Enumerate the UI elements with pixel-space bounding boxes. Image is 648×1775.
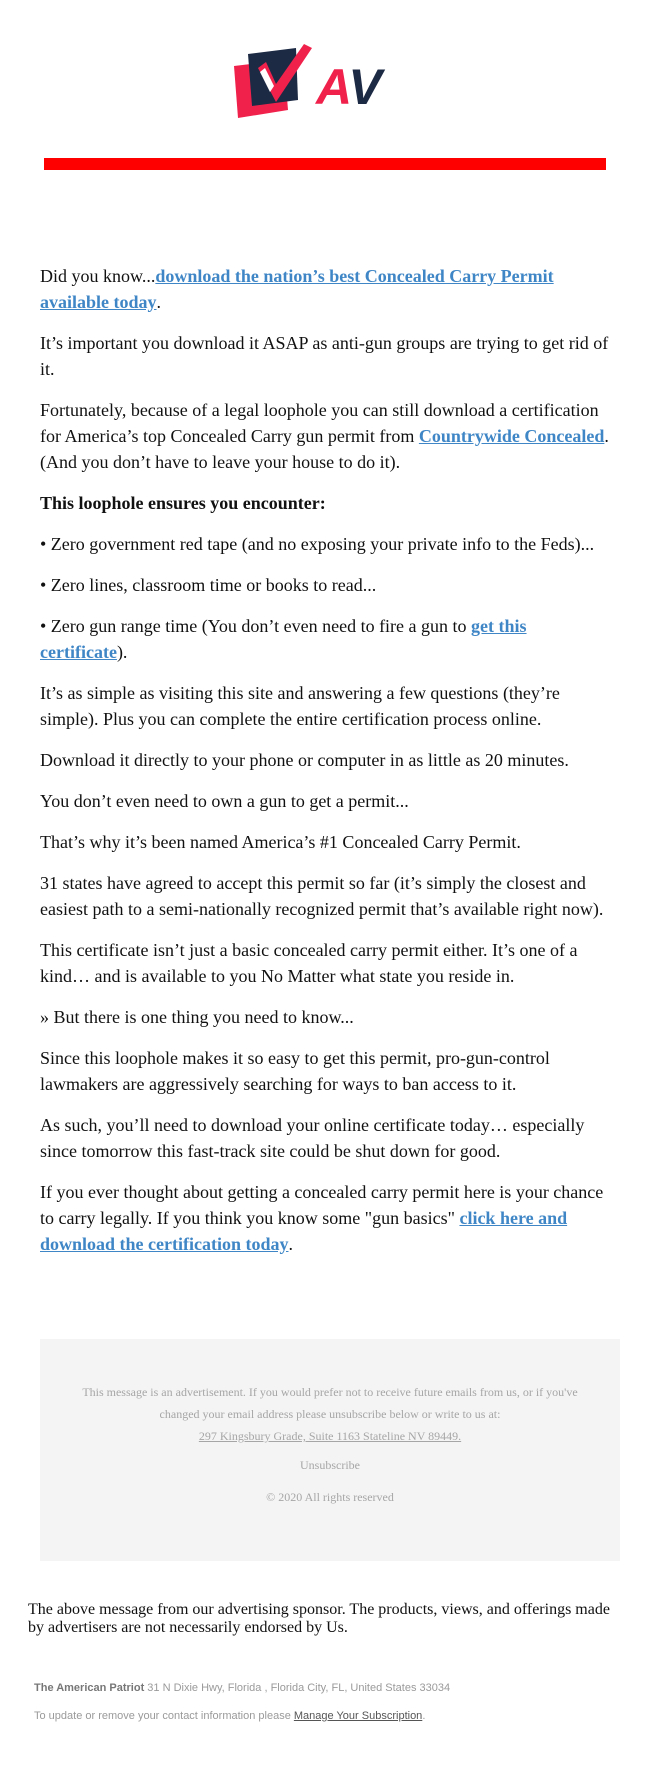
bullet-lines: • Zero lines, classroom time or books to read... <box>40 575 377 595</box>
paragraph-simple: It’s as simple as visiting this site and answering a few questions (they’re simple). Plus you can complete the entire certification process online. <box>40 683 560 729</box>
header-divider-bar <box>44 158 606 170</box>
copyright: © 2020 All rights reserved <box>266 1490 394 1504</box>
av-logo[interactable] <box>232 44 412 128</box>
download-certification-link[interactable]: click here and download the certification today <box>40 1208 568 1254</box>
paragraph-intro: Did you know...download the nation’s best Concealed Carry Permit available today. <box>40 266 554 312</box>
paragraph-loophole: Fortunately, because of a legal loophole you can still download a certification for America’s top Concealed Carry gun permit from Countrywide Concealed. (And you don’t have to leave your house to do it). <box>40 400 609 472</box>
paragraph-named: That’s why it’s been named America’s #1 Concealed Carry Permit. <box>40 832 521 852</box>
paragraph-no-gun: You don’t even need to own a gun to get a permit... <box>40 791 409 811</box>
header <box>0 44 648 128</box>
logo-text <box>314 59 385 115</box>
paragraph-states: 31 states have agreed to accept this permit so far (it’s simply the closest and easiest path to a semi-nationally recognized permit that’s available right now). <box>40 873 604 919</box>
org-name: The American Patriot <box>34 1682 145 1694</box>
email-body <box>40 263 612 1272</box>
footer-box <box>40 1339 620 1561</box>
get-certificate-link[interactable]: get this certificate <box>40 616 527 662</box>
unsubscribe-link[interactable]: Unsubscribe <box>300 1458 360 1472</box>
footer-message: This message is an advertisement. If you would prefer not to receive future emails from us, or if you've changed your email address please unsubscribe below or write to us at: 297 Kingsbury Grade, Suite 1163 Stateline NV 89449. <box>82 1385 578 1443</box>
manage-subscription-line: To update or remove your contact information please Manage Your Subscription. <box>34 1710 426 1722</box>
org-address: 31 N Dixie Hwy, Florida , Florida City, FL, United States 33034 <box>144 1682 451 1694</box>
download-permit-link[interactable]: download the nation’s best Concealed Carry Permit available today <box>40 266 554 312</box>
paragraph-lawmakers: Since this loophole makes it so easy to get this permit, pro-gun-control lawmakers are aggressively searching for ways to ban access to it. <box>40 1048 550 1094</box>
bullet-range-time: • Zero gun range time (You don’t even need to fire a gun to get this certificate). <box>40 616 527 662</box>
sponsor-disclaimer: The above message from our advertising sponsor. The products, views, and offerings made by advertisers are not necessarily endorsed by Us. <box>28 1601 610 1636</box>
bullet-red-tape: • Zero government red tape (and no exposing your private info to the Feds)... <box>40 534 595 554</box>
countrywide-concealed-link[interactable]: Countrywide Concealed <box>418 426 605 446</box>
paragraph-download-time: Download it directly to your phone or computer in as little as 20 minutes. <box>40 750 569 770</box>
footer-address[interactable]: 297 Kingsbury Grade, Suite 1163 Stateline NV 89449. <box>198 1429 462 1443</box>
sender-info <box>34 1680 634 1696</box>
logo-letter-a: A <box>316 59 349 115</box>
loophole-heading: This loophole ensures you encounter: <box>40 493 326 513</box>
paragraph-asap: It’s important you download it ASAP as anti-gun groups are trying to get rid of it. <box>40 333 609 379</box>
paragraph-certificate: This certificate isn’t just a basic concealed carry permit either. It’s one of a kind… and is available to you No Matter what state you reside in. <box>40 940 578 986</box>
logo-letter-v: V <box>348 59 382 115</box>
paragraph-one-thing: » But there is one thing you need to know... <box>40 1007 354 1027</box>
manage-subscription-link[interactable]: Manage Your Subscription <box>293 1710 423 1722</box>
paragraph-cta: If you ever thought about getting a concealed carry permit here is your chance to carry legally. If you think you know some "gun basics" click here and download the certification today. <box>40 1182 604 1254</box>
paragraph-urgency: As such, you’ll need to download your online certificate today… especially since tomorrow this fast-track site could be shut down for good. <box>40 1115 585 1161</box>
